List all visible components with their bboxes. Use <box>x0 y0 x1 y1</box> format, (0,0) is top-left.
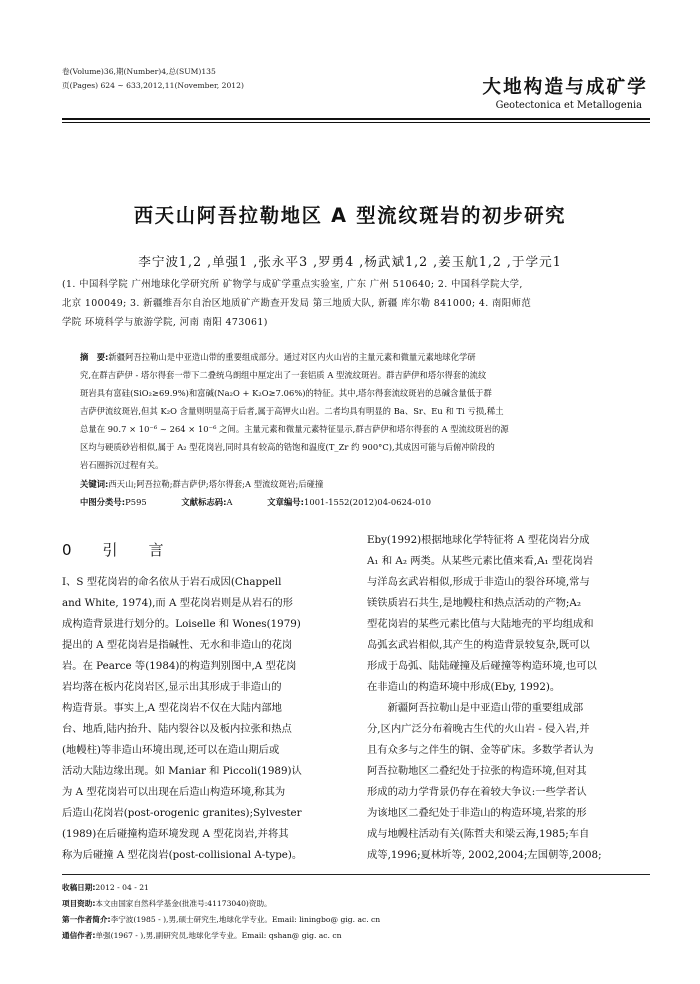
body-line: 成与地幔柱活动有关(陈哲夫和梁云海,1985;车自 <box>367 828 590 840</box>
abstract-line: 岩石圈拆沉过程有关。 <box>80 460 164 470</box>
abstract-line: 吉萨伊流纹斑岩,但其 K₂O 含量则明显高于后者,属于高钾火山岩。二者均具有明显的 Ba、Sr、Eu 和 Ti 亏损,稀土 <box>80 406 504 416</box>
classification-line <box>80 493 640 511</box>
footnote-label: 收稿日期: <box>62 883 96 892</box>
body-line: 台、地盾,陆内抬升、陆内裂谷以及板内拉张和热点 <box>62 723 292 735</box>
abstract-text: 新疆阿吾拉勒山是中亚造山带的重要组成部分。通过对区内火山岩的主量元素和微量元素地球化学研 <box>108 352 476 362</box>
journal-title-cn: 大地构造与成矿学 <box>482 77 648 98</box>
keywords-label: 关键词: <box>80 479 109 489</box>
body-line: A₁ 和 A₂ 两类。从某些元素比值来看,A₁ 型花岗岩 <box>367 555 594 567</box>
body-line: 形成的动力学背景仍存在着较大争议:一些学者认 <box>367 786 587 798</box>
affiliation-line: (1. 中国科学院 广州地球化学研究所 矿物学与成矿学重点实验室, 广东 广州 510640; 2. 中国科学院大学, <box>62 279 523 290</box>
body-line: Eby(1992)根据地球化学特征将 A 型花岗岩分成 <box>367 534 590 546</box>
body-line: 提出的 A 型花岗岩是指碱性、无水和非造山的花岗 <box>62 639 293 651</box>
body-line: (1989)在后碰撞构造环境发现 A 型花岗岩,并将其 <box>62 828 289 840</box>
article-id-value: 1001-1552(2012)04-0624-010 <box>304 497 432 507</box>
body-line: 阿吾拉勒地区二叠纪处于拉张的构造环境,但对其 <box>367 765 587 777</box>
footnote-label: 项目资助: <box>62 899 96 908</box>
body-line: 在非造山的构造环境中形成(Eby, 1992)。 <box>367 681 561 693</box>
footnote-first-author <box>62 913 380 927</box>
footnote-received <box>62 881 149 895</box>
footnote-label: 第一作者简介: <box>62 915 111 924</box>
body-line: 称为后碰撞 A 型花岗岩(post-collisional A-type)。 <box>62 849 303 861</box>
header-rule-thin <box>62 122 650 123</box>
doc-code-label: 文献标志码: <box>181 497 227 507</box>
footnote-corresponding-author <box>62 929 342 943</box>
body-line: 新疆阿吾拉勒山是中亚造山带的重要组成部 <box>367 702 584 714</box>
body-line: 且有众多与之伴生的铜、金等矿床。多数学者认为 <box>367 744 594 756</box>
footnote-text: 2012 - 04 - 21 <box>95 883 149 892</box>
body-line: 与洋岛玄武岩相似,形成于非造山的裂谷环境,常与 <box>367 576 590 588</box>
abstract-line: 总量在 90.7 × 10⁻⁶ ~ 264 × 10⁻⁶ 之间。主量元素和微量元素特征显示,群吉萨伊和塔尔得套的 A 型流纹斑岩的源 <box>80 424 509 434</box>
footnote-funding <box>62 897 272 911</box>
body-line: I、S 型花岗岩的命名依从于岩石成因(Chappell <box>62 576 282 588</box>
clc-label: 中图分类号: <box>80 497 126 507</box>
footnote-text: 本文由国家自然科学基金(批准号:41173040)资助。 <box>95 899 272 908</box>
abstract-line: 斑岩具有富硅(SiO₂≥69.9%)和富碱(Na₂O + K₂O≥7.06%)的特征。其中,塔尔得套流纹斑岩的总碱含量低于群 <box>80 388 492 398</box>
body-line: 分,区内广泛分布着晚古生代的火山岩 - 侵入岩,并 <box>367 723 590 735</box>
body-line: 成等,1996;夏林圻等, 2002,2004;左国朝等,2008; <box>367 849 602 861</box>
keywords-line <box>80 475 640 493</box>
volume-line: 卷(Volume)36,期(Number)4,总(SUM)135 <box>62 67 216 76</box>
body-line: 岩。在 Pearce 等(1984)的构造判别图中,A 型花岗 <box>62 660 297 672</box>
body-line: 构造背景。事实上,A 型花岗岩不仅在大陆内部地 <box>62 702 282 714</box>
body-line: 成构造背景进行划分的。Loiselle 和 Wones(1979) <box>62 618 301 630</box>
body-line: 镁铁质岩石共生,是地幔柱和热点活动的产物;A₂ <box>367 597 581 609</box>
abstract-label: 摘 要: <box>80 352 109 362</box>
body-line: 活动大陆边缘出现。如 Maniar 和 Piccoli(1989)认 <box>62 765 302 777</box>
body-line: 岛弧玄武岩相似,其产生的构造背景较复杂,既可以 <box>367 639 590 651</box>
footnote-rule <box>62 874 650 875</box>
affiliation-line: 学院 环境科学与旅游学院, 河南 南阳 473061) <box>62 317 268 328</box>
body-line: 型花岗岩的某些元素比值与大陆地壳的平均组成和 <box>367 618 594 630</box>
article-id-label: 文章编号: <box>267 497 305 507</box>
section-heading: 0 引 言 <box>62 541 172 559</box>
body-line: 为 A 型花岗岩可以出现在后造山构造环境,称其为 <box>62 786 286 798</box>
keywords-text: 西天山;阿吾拉勒;群吉萨伊;塔尔得套;A 型流纹斑岩;后碰撞 <box>108 479 324 489</box>
body-line: and White, 1974),而 A 型花岗岩则是从岩石的形 <box>62 597 293 609</box>
paper-title: 西天山阿吾拉勒地区 A 型流纹斑岩的初步研究 <box>133 204 567 227</box>
pages-line: 页(Pages) 624 ~ 633,2012,11(November, 2012) <box>62 81 244 90</box>
author-list: 李宁波1,2 ,单强1 ,张永平3 ,罗勇4 ,杨武斌1,2 ,姜玉航1,2 ,于学元1 <box>138 254 562 269</box>
footnote-text: 单强(1967 - ),男,副研究员,地球化学专业。Email: qshan@ gig. ac. cn <box>95 931 342 940</box>
doc-code-value: A <box>226 497 233 507</box>
body-line: (地幔柱)等非造山环境出现,还可以在造山期后或 <box>62 744 280 756</box>
body-line: 后造山花岗岩(post-orogenic granites);Sylvester <box>62 807 302 819</box>
body-line: 形成于岛弧、陆陆碰撞及后碰撞等构造环境,也可以 <box>367 660 597 672</box>
abstract-line: 究,在群吉萨伊 - 塔尔得套一带下二叠统乌朗组中厘定出了一套铝质 A 型流纹斑岩。群吉萨伊和塔尔得套的流纹 <box>80 370 487 380</box>
header-rule-thick <box>62 118 650 120</box>
body-line: 岩均落在板内花岗岩区,显示出其形成于非造山的 <box>62 681 282 693</box>
footnote-label: 通信作者: <box>62 931 96 940</box>
abstract-line <box>80 348 640 366</box>
abstract-line: 区均与硬质砂岩相似,属于 A₂ 型花岗岩,同时具有较高的锆饱和温度(T_Zr 约 900°C),其成因可能与后俯冲阶段的 <box>80 442 495 452</box>
footnote-text: 李宁波(1985 - ),男,硕士研究生,地球化学专业。Email: liningbo@ gig. ac. cn <box>110 915 381 924</box>
journal-title-en: Geotectonica et Metallogenia <box>495 100 642 111</box>
affiliation-line: 北京 100049; 3. 新疆维吾尔自治区地质矿产勘查开发局 第三地质大队, 新疆 库尔勒 841000; 4. 南阳师范 <box>62 298 532 309</box>
clc-value: P595 <box>125 497 147 507</box>
body-line: 为该地区二叠纪处于非造山的构造环境,岩浆的形 <box>367 807 587 819</box>
